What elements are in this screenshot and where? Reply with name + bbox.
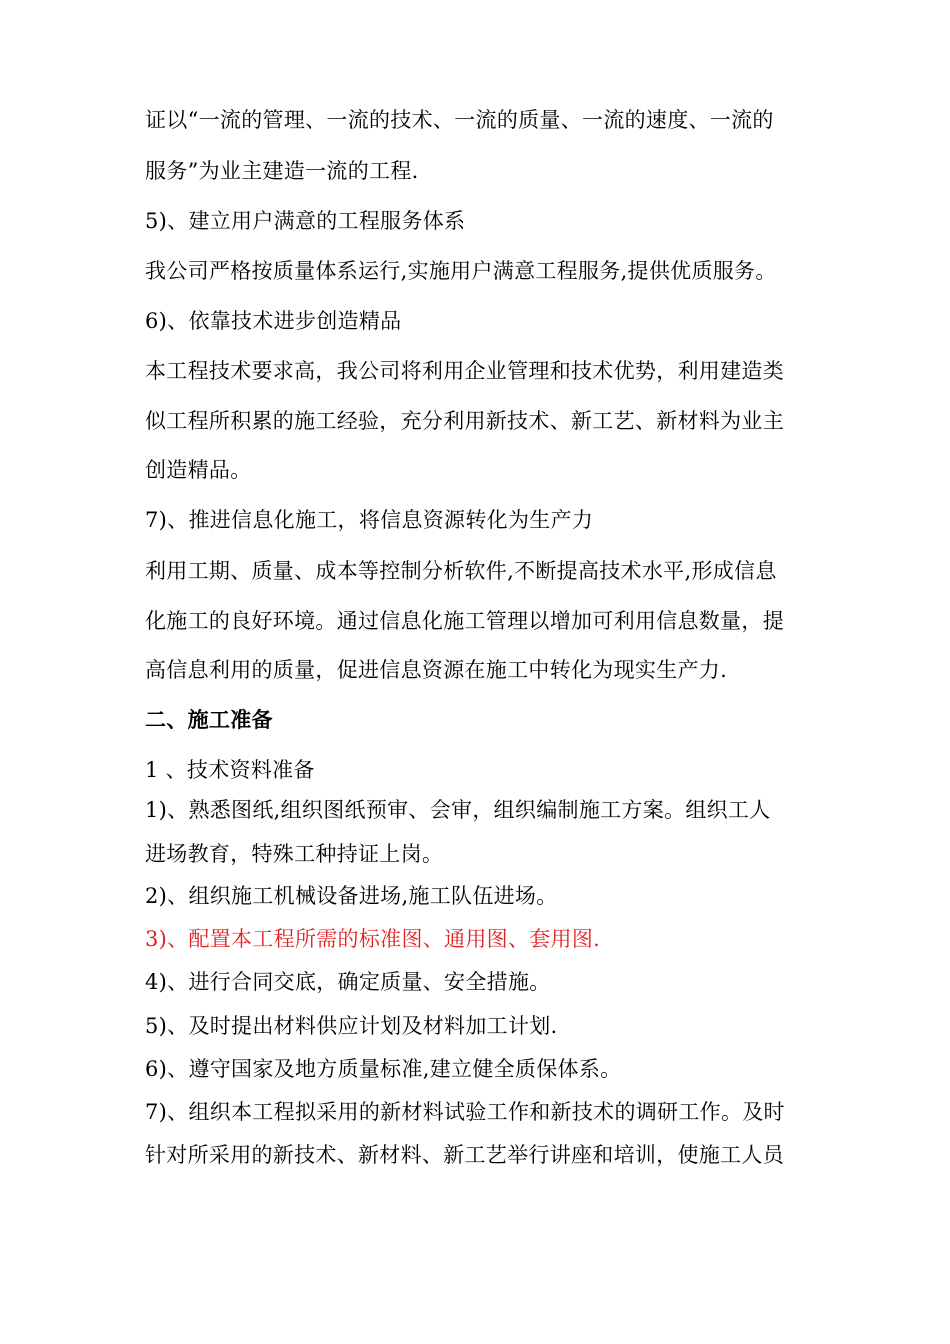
text-line: 本工程技术要求高，我公司将利用企业管理和技术优势，利用建造类: [145, 359, 784, 383]
text-line: 创造精品。: [145, 458, 252, 482]
list-item: 1)、熟悉图纸,组织图纸预审、会审，组织编制施工方案。组织工人: [145, 798, 771, 822]
list-item-highlighted: 3)、配置本工程所需的标准图、通用图、套用图.: [145, 927, 601, 951]
text-line: 似工程所积累的施工经验，充分利用新技术、新工艺、新材料为业主: [145, 409, 784, 433]
subsection-heading: 1 、技术资料准备: [145, 758, 315, 782]
item-heading-7: 7)、推进信息化施工，将信息资源转化为生产力: [145, 508, 594, 532]
list-item: 2)、组织施工机械设备进场,施工队伍进场。: [145, 884, 558, 908]
text-line: 利用工期、质量、成本等控制分析软件,不断提高技术水平,形成信息: [145, 559, 777, 583]
text-line: 我公司严格按质量体系运行,实施用户满意工程服务,提供优质服务。: [145, 259, 777, 283]
list-item: 5)、及时提出材料供应计划及材料加工计划.: [145, 1014, 558, 1038]
item-heading-5: 5)、建立用户满意的工程服务体系: [145, 209, 466, 233]
list-item: 6)、遵守国家及地方质量标准,建立健全质保体系。: [145, 1057, 622, 1081]
item-heading-6: 6)、依靠技术进步创造精品: [145, 309, 402, 333]
list-item-continuation: 进场教育，特殊工种持证上岗。: [145, 842, 444, 866]
list-item: 4)、进行合同交底，确定质量、安全措施。: [145, 970, 551, 994]
text-line: 高信息利用的质量，促进信息资源在施工中转化为现实生产力.: [145, 658, 728, 682]
list-item-continuation: 针对所采用的新技术、新材料、新工艺举行讲座和培训，使施工人员: [145, 1143, 784, 1167]
list-item: 7)、组织本工程拟采用的新材料试验工作和新技术的调研工作。及时: [145, 1100, 785, 1124]
text-line: 化施工的良好环境。通过信息化施工管理以增加可利用信息数量，提: [145, 609, 784, 633]
text-line: 证以“一流的管理、一流的技术、一流的质量、一流的速度、一流的: [145, 108, 774, 132]
section-heading: 二、施工准备: [145, 707, 273, 732]
text-line: 服务”为业主建造一流的工程.: [145, 159, 419, 183]
